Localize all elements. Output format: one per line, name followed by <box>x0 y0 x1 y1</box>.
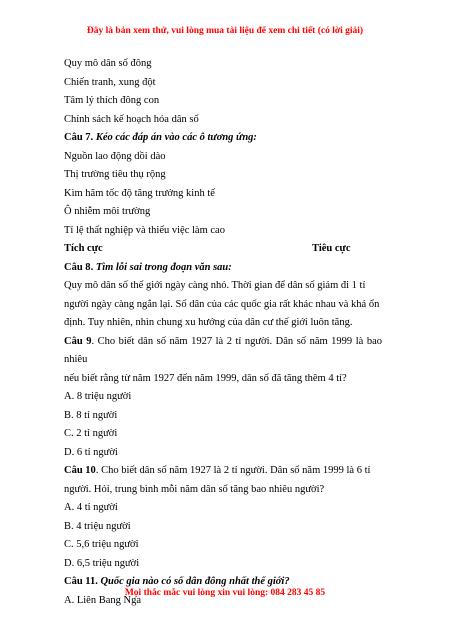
header-notice: Đây là bản xem thử, vui lòng mua tài liệu để xem chi tiết (có lời giải) <box>86 26 364 36</box>
answer-option[interactable]: D. 6 tỉ người <box>64 446 118 458</box>
list-item: Chính sách kế hoạch hóa dân số <box>64 113 199 125</box>
question-number: Câu 7. <box>64 132 94 143</box>
question-number: Câu 11 <box>64 576 96 587</box>
question-number: Câu 10 <box>64 465 96 476</box>
answer-option[interactable]: C. 5,6 triệu người <box>64 539 139 550</box>
list-item: Chiến tranh, xung đột <box>64 76 156 88</box>
question-7-heading <box>64 129 382 148</box>
drag-item[interactable]: Tỉ lệ thất nghiệp và thiếu việc làm cao <box>64 224 225 236</box>
question-9-text <box>64 333 382 370</box>
paragraph-line: Quy mô dân số thế giới ngày càng nhỏ. Thời gian để dân số giảm đi 1 tỉ <box>64 280 366 291</box>
question-text: . Cho biết dân số năm 1927 là 2 tỉ người. Dân số năm 1999 là 6 tỉ <box>95 465 371 476</box>
answer-option[interactable]: A. 4 tỉ người <box>64 502 118 513</box>
question-number: Câu 8 <box>64 261 91 273</box>
drag-item[interactable]: Thị trường tiêu thụ rộng <box>64 169 166 180</box>
answer-option[interactable]: A. Liên Bang Nga <box>64 594 141 606</box>
drop-column-positive[interactable]: Tích cực <box>64 243 103 254</box>
question-number: Câu 9 <box>64 335 92 347</box>
question-title: Quốc gia nào có số dân đông nhất thế giới? <box>100 576 290 587</box>
answer-option[interactable]: D. 6,5 triệu người <box>64 557 140 569</box>
paragraph-line: định. Tuy nhiên, nhìn chung xu hướng của dân cư thế giới luôn tăng. <box>64 317 353 328</box>
drop-columns <box>64 240 382 259</box>
list-item: Tâm lý thích đông con <box>64 95 160 106</box>
answer-option[interactable]: A. 8 triệu người <box>64 391 132 402</box>
document-body <box>64 55 382 610</box>
question-text: người. Hỏi, trung bình mỗi năm dân số tăng bao nhiêu người? <box>64 483 325 495</box>
answer-option[interactable]: C. 2 tỉ người <box>64 428 118 439</box>
question-text: nếu biết rằng từ năm 1927 đến năm 1999, dân số đã tăng thêm 4 tỉ? <box>64 372 347 384</box>
question-8-paragraph <box>64 277 382 333</box>
question-10-text <box>64 462 382 481</box>
answer-option[interactable]: B. 4 triệu người <box>64 520 131 532</box>
question-11-heading: Câu 11. Quốc gia nào có số dân đông nhất thế giới? <box>64 576 290 587</box>
question-8-heading: Câu 8. Tìm lỗi sai trong đoạn văn sau: <box>64 261 232 273</box>
drag-item[interactable]: Ô nhiễm môi trường <box>64 206 151 217</box>
drop-column-negative[interactable]: Tiêu cực <box>312 243 351 254</box>
question-title: Kéo các đáp án vào các ô tương ứng: <box>95 132 257 143</box>
drag-item[interactable]: Kìm hãm tốc độ tăng trưởng kinh tế <box>64 187 215 199</box>
list-item: Quy mô dân số đông <box>64 58 152 69</box>
answer-option[interactable]: B. 8 tỉ người <box>64 409 118 421</box>
paragraph-line: người ngày càng ngắn lại. Số dân của các quốc gia rất khác nhau và khá ổn <box>64 298 380 310</box>
footer-notice: Mọi thắc mắc vui lòng xin vui lòng: 084 283 45 85 <box>124 588 326 598</box>
question-title: Tìm lỗi sai trong đoạn văn sau: <box>95 261 232 273</box>
drag-item[interactable]: Nguồn lao động dồi dào <box>64 150 166 162</box>
question-text: . Cho biết dân số năm 1927 là 2 tỉ người. Dân số năm 1999 là bao nhiêu <box>64 335 382 365</box>
